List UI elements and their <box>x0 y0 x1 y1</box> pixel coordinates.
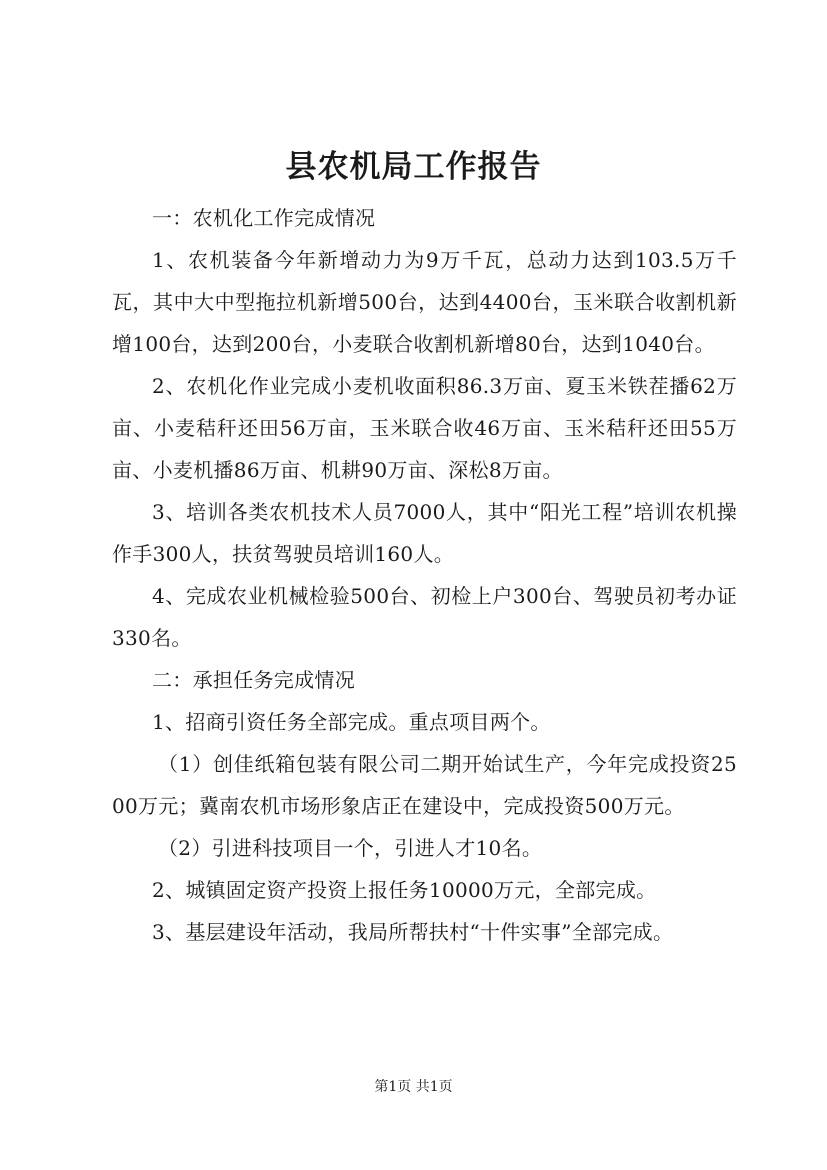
document-body <box>112 197 737 953</box>
paragraph-equipment: 1、农机装备今年新增动力为9万千瓦，总动力达到103.5万千瓦，其中大中型拖拉机新增500台，达到4400台，玉米联合收割机新增100台，达到200台，小麦联合收割机新增80台，达到1040台。 <box>112 248 737 356</box>
paragraph-training: 3、培训各类农机技术人员7000人，其中“阳光工程”培训农机操作手300人，扶贫驾驶员培训160人。 <box>112 500 737 566</box>
document-title: 县农机局工作报告 <box>285 149 542 185</box>
section-heading-1: 一：农机化工作完成情况 <box>152 206 376 230</box>
paragraph-investment: 1、招商引资任务全部完成。重点项目两个。 <box>152 710 551 734</box>
paragraph-project-2: （2）引进科技项目一个，引进人才10名。 <box>158 836 543 860</box>
paragraph-fixed-assets: 2、城镇固定资产投资上报任务10000万元，全部完成。 <box>152 878 657 902</box>
paragraph-project-1: （1）创佳纸箱包装有限公司二期开始试生产，今年完成投资2500万元；冀南农机市场形象店正在建设中，完成投资500万元。 <box>112 752 737 818</box>
paragraph-operations: 2、农机化作业完成小麦机收面积86.3万亩、夏玉米铁茬播62万亩、小麦秸秆还田56万亩，玉米联合收46万亩、玉米秸秆还田55万亩、小麦机播86万亩、机耕90万亩、深松8万亩。 <box>112 374 737 482</box>
section-heading-2: 二：承担任务完成情况 <box>152 668 355 692</box>
paragraph-inspection: 4、完成农业机械检验500台、初检上户300台、驾驶员初考办证330名。 <box>112 584 737 650</box>
page-footer: 第1页 共1页 <box>374 1079 453 1095</box>
paragraph-grassroots: 3、基层建设年活动，我局所帮扶村“十件实事”全部完成。 <box>152 920 674 944</box>
